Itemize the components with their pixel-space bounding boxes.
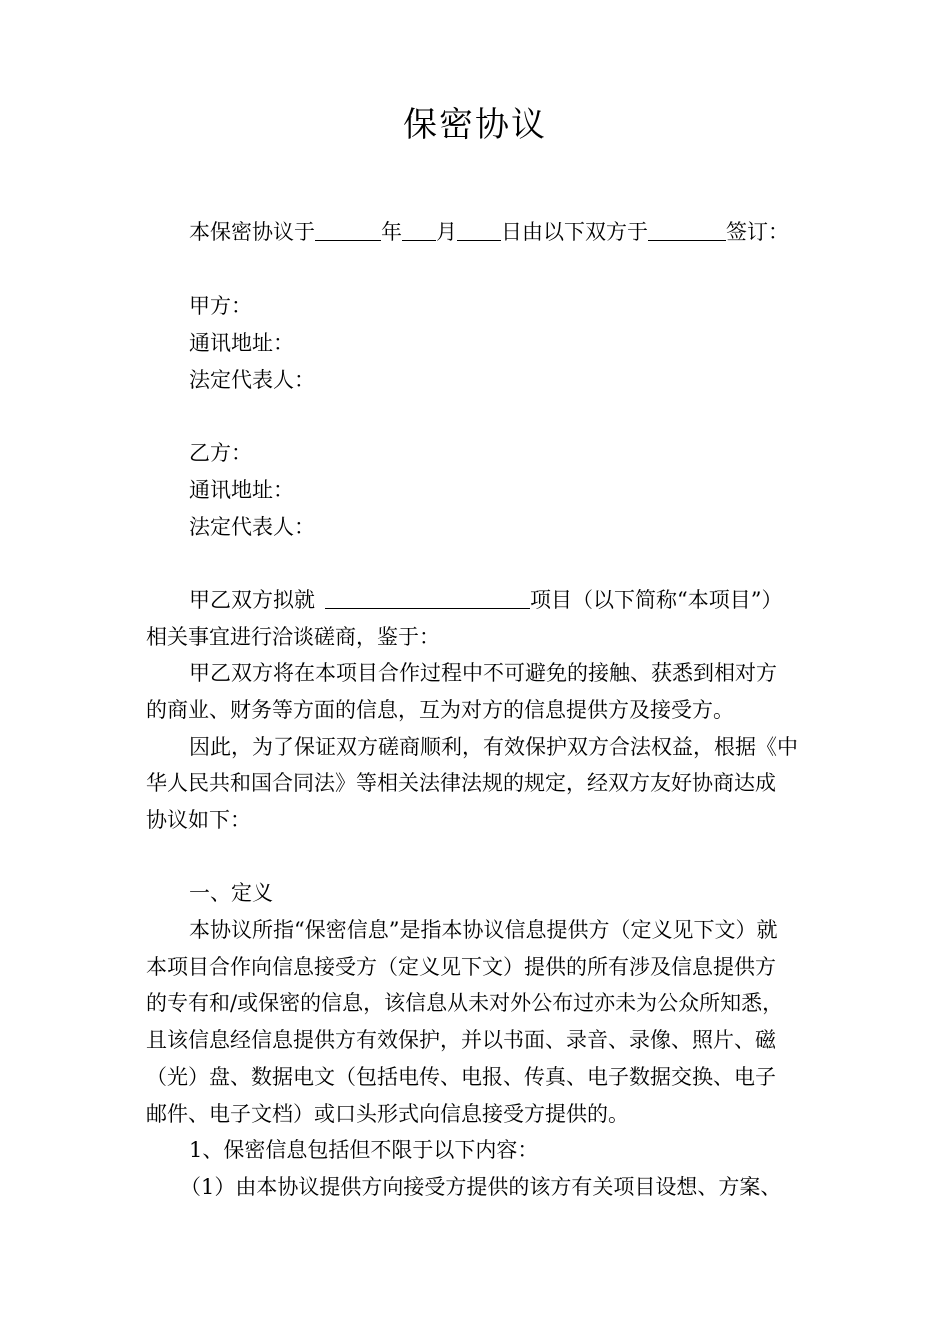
signing-text-5: 签订： xyxy=(726,220,789,244)
project-name-blank[interactable] xyxy=(325,586,530,609)
section-1-line-4: 且该信息经信息提供方有效保护，并以书面、录音、录像、照片、磁 xyxy=(146,1028,776,1052)
party-a-address: 通讯地址： xyxy=(189,331,294,355)
intro-line-5: 因此，为了保证双方磋商顺利，有效保护双方合法权益，根据《中 xyxy=(189,735,798,759)
intro-line-6: 华人民共和国合同法》等相关法律法规的规定，经双方友好协商达成 xyxy=(146,771,776,795)
section-1-item-1: 1、保密信息包括但不限于以下内容： xyxy=(189,1138,539,1162)
section-1-heading: 一、定义 xyxy=(189,881,273,905)
intro-line-1 xyxy=(189,585,782,615)
section-1-line-3: 的专有和/或保密的信息，该信息从未对外公布过亦未为公众所知悉， xyxy=(146,991,784,1015)
signing-text-3: 月 xyxy=(436,220,457,244)
year-blank[interactable] xyxy=(315,218,381,241)
day-blank[interactable] xyxy=(457,218,501,241)
intro-line-2: 相关事宜进行洽谈磋商，鉴于： xyxy=(146,625,440,649)
party-b-address: 通讯地址： xyxy=(189,478,294,502)
intro-text-1b: 项目（以下简称“本项目”） xyxy=(530,588,783,612)
signing-text-2: 年 xyxy=(381,220,402,244)
party-b-rep: 法定代表人： xyxy=(189,515,315,539)
intro-line-7: 协议如下： xyxy=(146,808,251,832)
intro-line-4: 的商业、财务等方面的信息，互为对方的信息提供方及接受方。 xyxy=(146,698,734,722)
month-blank[interactable] xyxy=(402,218,436,241)
signing-text-1: 本保密协议于 xyxy=(189,220,315,244)
document-title: 保密协议 xyxy=(403,105,547,145)
section-1-line-1: 本协议所指“保密信息”是指本协议信息提供方（定义见下文）就 xyxy=(189,918,778,942)
section-1-line-2: 本项目合作向信息接受方（定义见下文）提供的所有涉及信息提供方 xyxy=(146,955,776,979)
section-1-line-6: 邮件、电子文档）或口头形式向信息接受方提供的。 xyxy=(146,1102,629,1126)
signing-text-4: 日由以下双方于 xyxy=(501,220,648,244)
intro-text-1a: 甲乙双方拟就 xyxy=(189,588,315,612)
place-blank[interactable] xyxy=(648,218,726,241)
section-1-item-1-1: （1）由本协议提供方向接受方提供的该方有关项目设想、方案、 xyxy=(180,1175,782,1199)
party-b-label: 乙方： xyxy=(189,441,252,465)
party-a-label: 甲方： xyxy=(189,294,252,318)
party-a-rep: 法定代表人： xyxy=(189,368,315,392)
intro-line-3: 甲乙双方将在本项目合作过程中不可避免的接触、获悉到相对方 xyxy=(189,661,777,685)
section-1-line-5: （光）盘、数据电文（包括电传、电报、传真、电子数据交换、电子 xyxy=(146,1065,776,1089)
signing-line xyxy=(189,217,789,247)
